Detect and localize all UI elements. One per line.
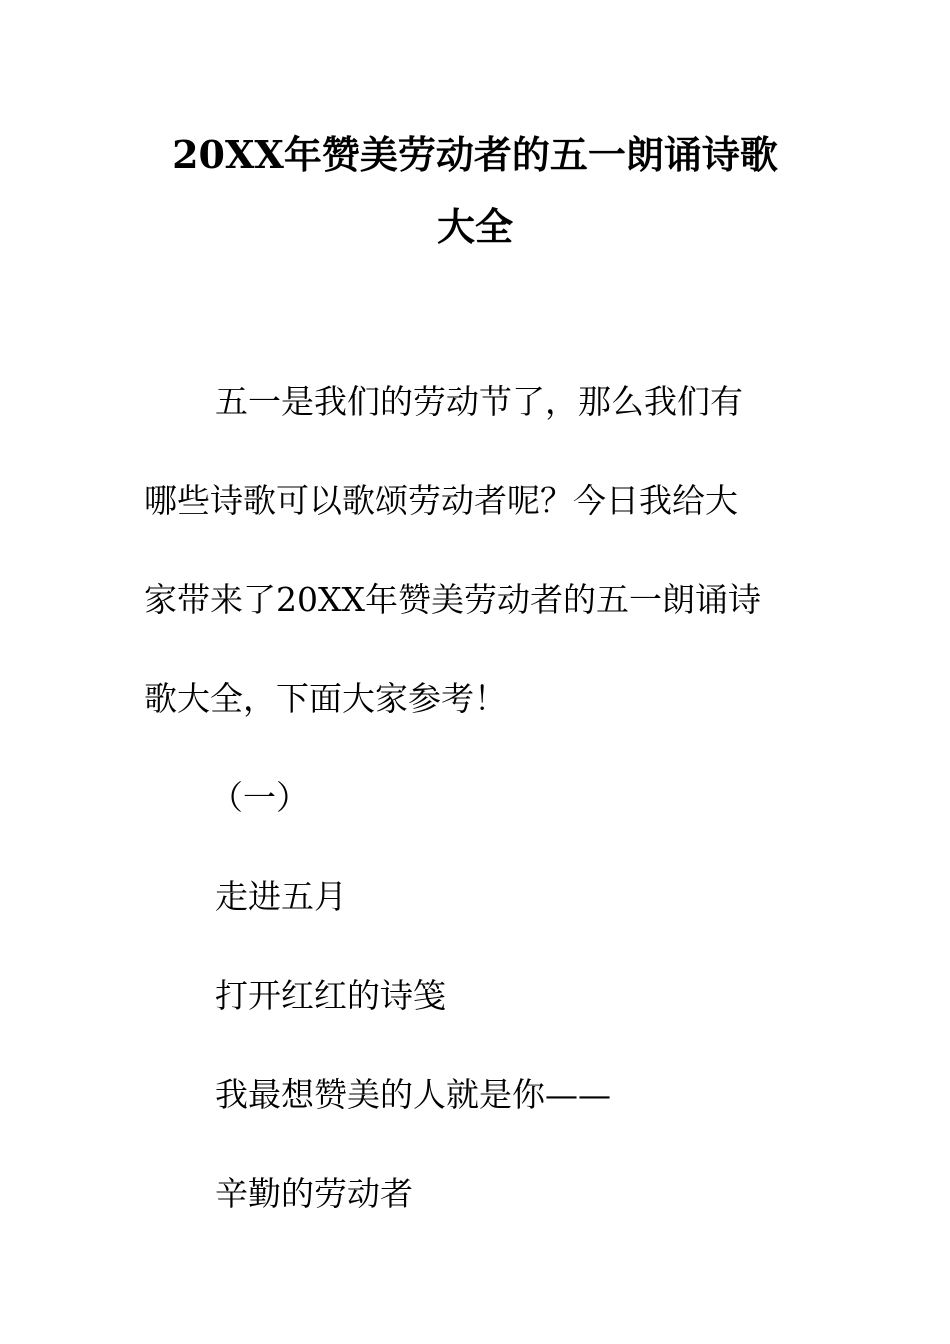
intro-paragraph-line-4: 歌大全，下面大家参考！: [144, 679, 507, 718]
poem-line-2: 打开红红的诗笺: [215, 976, 446, 1015]
document-title-line-1: 20XX年赞美劳动者的五一朗诵诗歌: [172, 132, 778, 177]
poem-line-4: 辛勤的劳动者: [215, 1174, 413, 1213]
poem-line-3: 我最想赞美的人就是你——: [215, 1075, 611, 1114]
intro-paragraph-line-1: 五一是我们的劳动节了，那么我们有: [215, 382, 743, 421]
section-heading: （一）: [210, 778, 309, 817]
document-title-line-2: 大全: [436, 204, 513, 249]
poem-line-1: 走进五月: [215, 877, 347, 916]
intro-paragraph-line-3: 家带来了20XX年赞美劳动者的五一朗诵诗: [144, 580, 761, 619]
intro-paragraph-line-2: 哪些诗歌可以歌颂劳动者呢？今日我给大: [144, 481, 738, 520]
